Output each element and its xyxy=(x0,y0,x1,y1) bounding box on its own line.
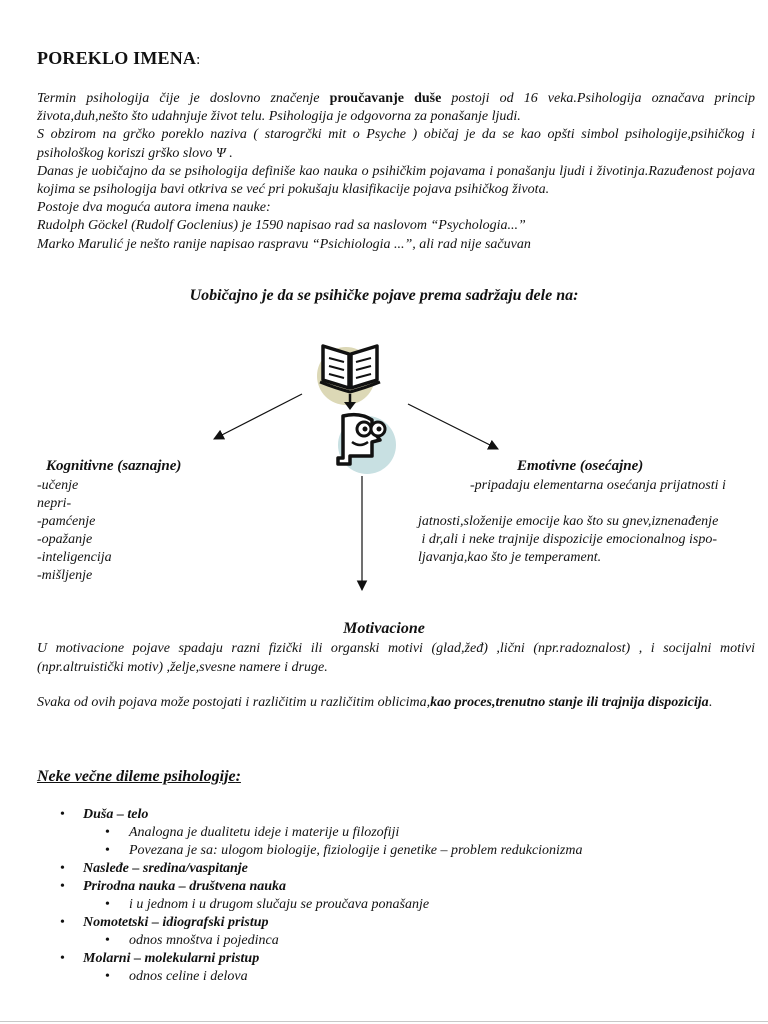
dilemma-label: Nomotetski – idiografski pristup xyxy=(83,915,269,930)
intro-paragraph-3: Danas je uobičajno da se psihologija definiše kao nauka o psihičkim pojavama i ponašanju ljudi i životinja.Razuđenost pojava kojima se psihologija bavi otkriva se već pri pokušaju klasifikacije pojava psihičkog života. xyxy=(37,163,755,198)
page-bottom-divider xyxy=(0,1021,768,1022)
list-item: -učenje xyxy=(37,478,79,493)
cognitive-list xyxy=(37,477,112,585)
dilemma-label: Prirodna nauka – društvena nauka xyxy=(83,879,287,894)
cognitive-heading: Kognitivne (saznajne) xyxy=(46,458,182,474)
emotive-heading: Emotivne (osećajne) xyxy=(517,458,644,474)
list-item: -pamćenje xyxy=(37,514,96,529)
dilemmas-heading: Neke večne dileme psihologije: xyxy=(37,768,241,785)
book-head-clipart-icon xyxy=(317,346,396,474)
motivational-text: U motivacione pojave spadaju razni fizički ili organski motivi (glad,žeđ) ,lični (npr.radoznalost) , i socijalni motivi (npr.altruistički motiv) ,želje,svesne namere i druge. xyxy=(37,641,755,675)
classification-heading: Uobičajno je da se psihičke pojave prema sadržaju dele na: xyxy=(189,287,579,304)
list-item: -opažanje xyxy=(37,532,93,547)
emotive-line-4: ljavanja,kao što je temperament. xyxy=(418,550,602,565)
intro-section xyxy=(37,90,755,254)
intro-paragraph-1: Termin psihologija čije je doslovno značenje proučavanje duše postoji od 16 veka.Psihologija označava princip života,duh,nešto što udahnjuje život telu. Psihologija je odgovorna za ponašanje ljudi. xyxy=(37,91,755,125)
dilemma-sub: odnos celine i delova xyxy=(129,969,248,984)
list-item: nepri- xyxy=(37,496,72,511)
emotive-line-1: -pripadaju elementarna osećanja prijatnosti i xyxy=(470,478,726,493)
arrow-to-emotive xyxy=(408,404,498,449)
list-item: -mišljenje xyxy=(37,568,93,583)
intro-paragraph-2: S obzirom na grčko poreklo naziva ( starogrčki mit o Psyche ) običaj je da se kao opšti simbol psihologije,psihičkog i psihološkog koriszi grško slovo Ψ . xyxy=(37,127,755,161)
intro-paragraph-6: Marko Marulić je nešto ranije napisao raspravu “Psichiologia ...”, ali rad nije sačuvan xyxy=(37,236,531,252)
dilemma-label: Nasleđe – sredina/vaspitanje xyxy=(83,861,248,876)
list-item: -inteligencija xyxy=(37,550,112,565)
intro-paragraph-5: Rudolph Göckel (Rudolf Goclenius) je 1590 napisao rad sa naslovom “Psychologia...” xyxy=(37,218,526,234)
forms-paragraph: Svaka od ovih pojava može postojati i različitim u različitim oblicima,kao proces,trenutno stanje ili trajnija dispozicija. xyxy=(37,695,713,710)
dilemma-sub: Analogna je dualitetu ideje i materije u filozofiji xyxy=(129,825,400,840)
emotive-line-3: i dr,ali i neke trajnije dispozicije emocionalnog ispo- xyxy=(418,532,718,547)
emotive-line-2: jatnosti,složenije emocije kao što su gnev,iznenađenje xyxy=(418,514,719,529)
dilemma-sub: odnos mnoštva i pojedinca xyxy=(129,933,279,948)
dilemma-label: Molarni – molekularni pristup xyxy=(83,951,260,966)
arrow-to-cognitive xyxy=(214,394,302,439)
dilemma-sub: Povezana je sa: ulogom biologije, fiziologije i genetike – problem redukcionizma xyxy=(129,843,583,858)
motivational-heading: Motivacione xyxy=(343,620,425,637)
page-title: POREKLO IMENA: xyxy=(37,48,201,68)
intro-paragraph-4: Postoje dva moguća autora imena nauke: xyxy=(37,200,271,216)
dilemma-sub: i u jednom i u drugom slučaju se proučava ponašanje xyxy=(129,897,430,912)
dilemma-label: Duša – telo xyxy=(83,807,149,822)
